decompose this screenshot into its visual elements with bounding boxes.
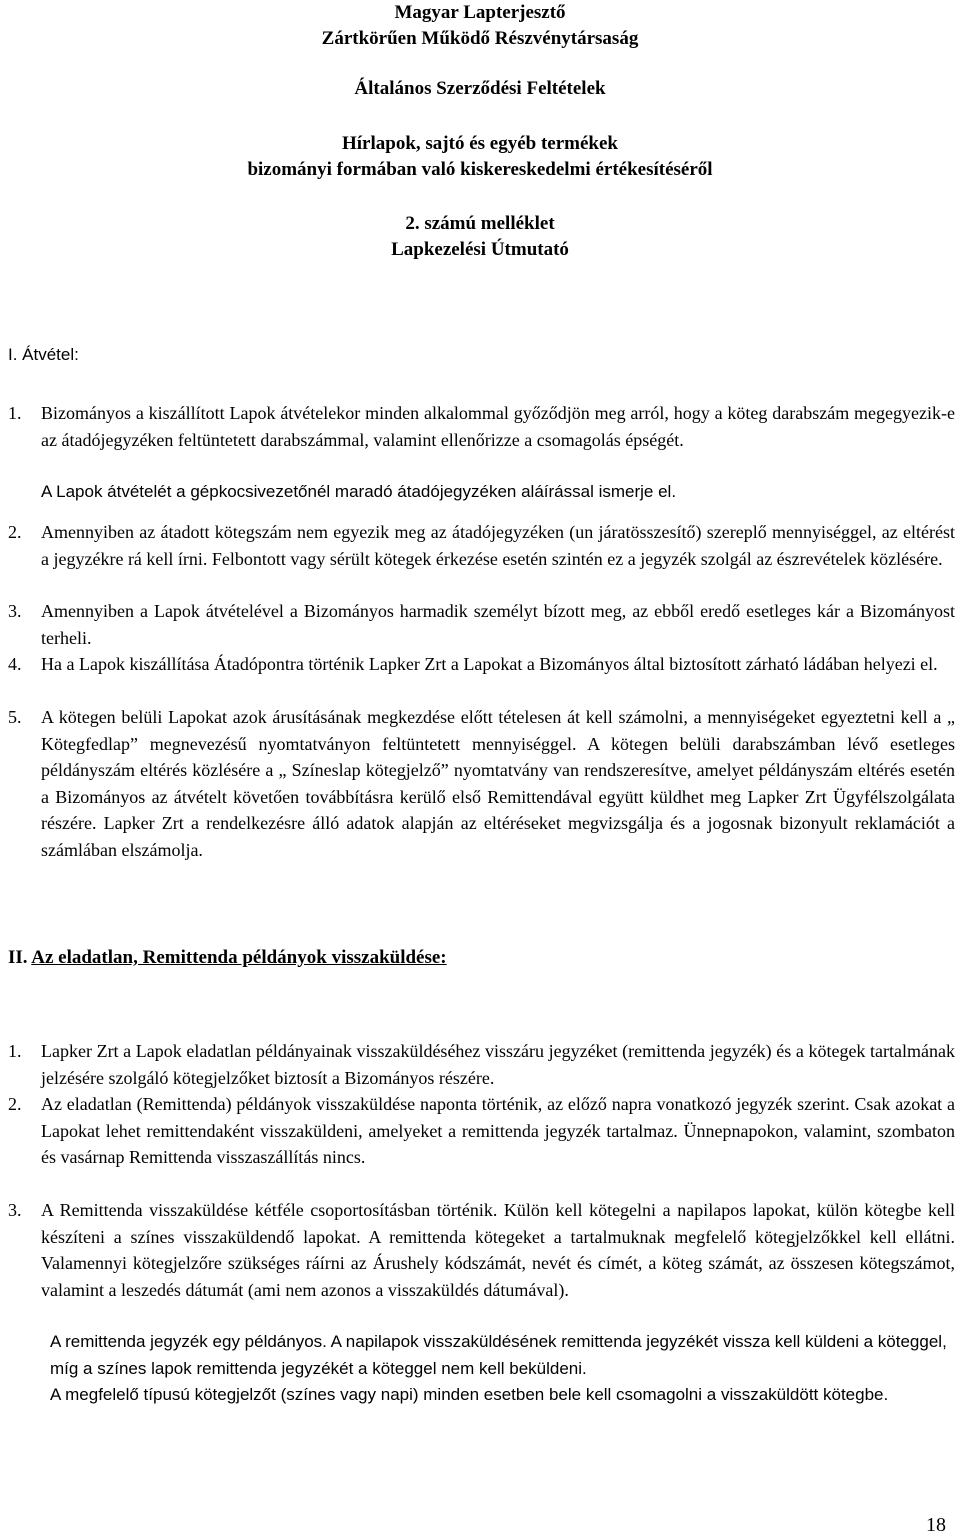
subtitle-line2: bizományi formában való kiskereskedelmi értékesítéséről	[247, 159, 713, 180]
document-title: Általános Szerződési Feltételek	[354, 78, 606, 99]
company-name-line1: Magyar Lapterjesztő	[394, 2, 566, 23]
list-item-text: A Remittenda visszaküldése kétféle csoportosításban történik. Külön kell kötegelni a napilapos lapokat, külön kötegbe kell készíteni a színes visszaküldendő lapokat. A remittenda kötegeket a tartalmuknak megfelelő kötegjelzőkkel kell ellátni. Valamennyi kötegjelzőre szükséges ráírni az Árushely kódszámát, nevét és címét, a köteg számát, az összesen kötegszámot, valamint a leszedés dátumát (ami nem azonos a visszaküldés dátumával).	[41, 1200, 955, 1300]
list-item-text: Amennyiben a Lapok átvételével a Bizományos harmadik személyt bízott meg, az ebből eredő esetleges kár a Bizományost terheli.	[41, 601, 955, 648]
section-2-heading	[8, 945, 447, 971]
annex-title: Lapkezelési Útmutató	[391, 239, 569, 260]
subtitle-line1: Hírlapok, sajtó és egyéb termékek	[342, 133, 618, 154]
list-item-text: Lapker Zrt a Lapok eladatlan példányainak visszaküldéséhez visszáru jegyzéket (remittenda jegyzék) és a kötegek tartalmának jelzésére szolgáló kötegjelzőket biztosít a Bizományos részére.	[41, 1041, 955, 1088]
list-item-number: 5.	[8, 707, 22, 727]
paragraph: A remittenda jegyzék egy példányos. A napilapok visszaküldésének remittenda jegyzékét vissza kell küldeni a köteggel, míg a színes lapok remittenda jegyzékét a köteggel nem kell beküldeni.	[50, 1332, 947, 1378]
list-item-text: Amennyiben az átadott kötegszám nem egyezik meg az átadójegyzéken (un járatösszesítő) szereplő mennyiséggel, az eltérést a jegyzékre rá kell írni. Felbontott vagy sérült kötegek érkezése esetén szintén ez a jegyzék szolgál az észrevételek közlésére.	[41, 522, 955, 569]
list-item-number: 2.	[8, 1094, 22, 1114]
annex-number: 2. számú melléklet	[405, 213, 555, 234]
page-number: 18	[926, 1514, 946, 1536]
list-item-text: Ha a Lapok kiszállítása Átadópontra történik Lapker Zrt a Lapokat a Bizományos által biztosított zárható ládában helyezi el.	[41, 654, 938, 674]
list-item-number: 3.	[8, 601, 22, 621]
list-item-number: 1.	[8, 403, 22, 423]
section-1-heading: I. Átvétel:	[8, 345, 79, 364]
list-item-number: 2.	[8, 522, 22, 542]
list-item-text: A Lapok átvételét a gépkocsivezetőnél maradó átadójegyzéken aláírással ismerje el.	[41, 482, 677, 501]
list-item-text: A kötegen belüli Lapokat azok árusításának megkezdése előtt tételesen át kell számolni, a mennyiségeket egyeztetni kell a „ Kötegfedlap” megnevezésű nyomtatványon feltüntetett mennyiséggel. A kötegen belüli darabszámban lévő esetleges példányszám eltérés közlésére a „ Színeslap kötegjelző” nyomtatvány van rendszeresítve, amelyet példányszám eltérés esetén a Bizományos az átvételt követően továbbításra kerülő első Remittendával együtt küldhet meg Lapker Zrt Ügyfélszolgálata részére. Lapker Zrt a rendelkezésre álló adatok alapján az eltéréseket megvizsgálja és a jogosnak bizonyult reklamációt a számlában elszámolja.	[41, 707, 955, 860]
list-item-text: Bizományos a kiszállított Lapok átvételekor minden alkalommal győződjön meg arról, hogy a köteg darabszám megegyezik-e az átadójegyzéken feltüntetett darabszámmal, valamint ellenőrizze a csomagolás épségét.	[41, 403, 955, 450]
list-item-text: Az eladatlan (Remittenda) példányok visszaküldése naponta történik, az előző napra vonatkozó jegyzék szerint. Csak azokat a Lapokat lehet remittendaként visszaküldeni, amelyeket a remittenda jegyzék tartalmaz. Ünnepnapokon, valamint, szombaton és vasárnap Remittenda visszaszállítás nincs.	[41, 1094, 955, 1167]
list-item-number: 3.	[8, 1200, 22, 1220]
list-item-number: 4.	[8, 654, 22, 674]
section-2-prefix: II.	[8, 947, 28, 968]
company-name-line2: Zártkörűen Működő Részvénytársaság	[321, 28, 639, 49]
section-2-title: Az eladatlan, Remittenda példányok visszaküldése:	[31, 947, 447, 968]
paragraph: A megfelelő típusú kötegjelzőt (színes vagy napi) minden esetben bele kell csomagolni a visszaküldött kötegbe.	[50, 1385, 889, 1404]
list-item-number: 1.	[8, 1041, 22, 1061]
